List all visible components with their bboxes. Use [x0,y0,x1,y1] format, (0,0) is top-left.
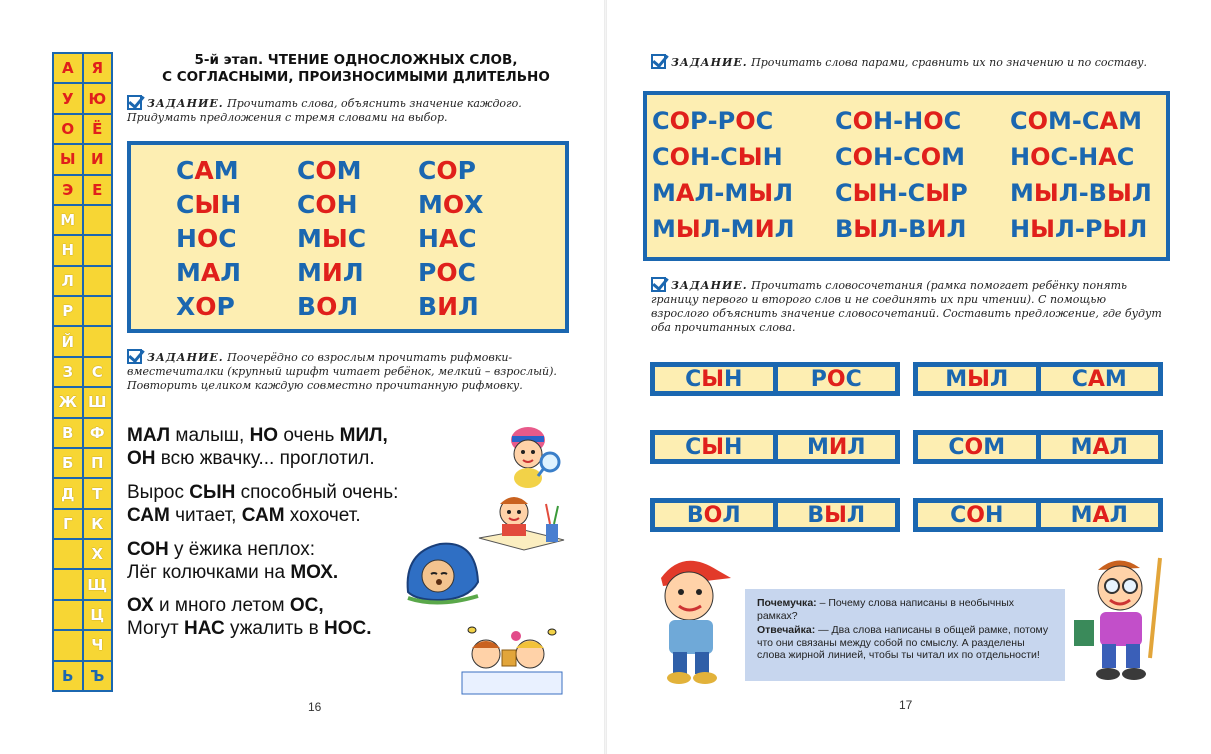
speaker-otvechaika: Отвечайка: [757,624,816,636]
alphabet-cell: Ф [84,419,112,447]
word: МОХ [418,190,484,219]
dialog-question [757,597,1055,622]
word-pair: НОС-НАС [1010,143,1135,171]
word-pair: СОР-РОС [652,107,774,135]
alphabet-cell: Д [54,479,82,507]
frame-word: С Ы Н [655,367,773,391]
word: МЫС [297,224,367,253]
task-label: ЗАДАНИЕ. [671,279,748,292]
task-label: ЗАДАНИЕ. [147,97,224,110]
alphabet-cell: Й [54,327,82,355]
check-icon [651,54,666,69]
rhyme-line: ОН всю жвачку... проглотил. [127,448,375,469]
alphabet-cell [54,540,82,568]
word-frame [650,498,900,532]
alphabet-cell [54,601,82,629]
alphabet-cell [84,206,112,234]
frame-word: М Ы Л [918,367,1036,391]
frame-word: В Ы Л [775,503,896,527]
alphabet-cell: Т [84,479,112,507]
alphabet-cell: Г [54,510,82,538]
alphabet-cell [84,297,112,325]
alphabet-cell [84,327,112,355]
word-pair: МЫЛ-ВЫЛ [1010,179,1152,207]
word-pair: НЫЛ-РЫЛ [1010,215,1148,243]
alphabet-cell: Э [54,176,82,204]
alphabet-cell: К [84,510,112,538]
alphabet-cell: Ч [84,631,112,659]
word-frame [913,430,1163,464]
rhyme-line: МАЛ малыш, НО очень МИЛ, [127,425,388,446]
kid-painting-illustration [474,490,569,555]
alphabet-cell: В [54,419,82,447]
alphabet-cell: Н [54,236,82,264]
rhyme-line: САМ читает, САМ хохочет. [127,505,361,526]
word-pair: СОН-СЫН [652,143,783,171]
frame-word: М А Л [1038,435,1159,459]
alphabet-cell [54,570,82,598]
word-pair: ВЫЛ-ВИЛ [835,215,967,243]
word: СОН [297,190,358,219]
speaker-pochemuchka: Почемучка: [757,597,817,609]
alphabet-cell: Ю [84,84,112,112]
word-frame [650,362,900,396]
alphabet-cell: О [54,115,82,143]
alphabet-cell: Х [84,540,112,568]
frame-word: В О Л [655,503,773,527]
word-pair: СЫН-СЫР [835,179,968,207]
title-line-1: 5-й этап. ЧТЕНИЕ ОДНОСЛОЖНЫХ СЛОВ, [194,52,518,68]
word: НОС [176,224,237,253]
dialog-answer [757,624,1055,662]
boy-cap-illustration [643,548,743,688]
task-text: Поочерёдно со взрослым прочитать рифмовки-вместечиталки (крупный шрифт читает ребёнок, мелкий – взрослый). Повторить целиком каждую совместно прочитанную рифмовку. [127,351,557,392]
check-icon [127,95,142,110]
word: САМ [176,156,239,185]
alphabet-cell: Ё [84,115,112,143]
task-3-instructions [651,54,1171,70]
alphabet-cell: С [84,358,112,386]
answer-text: — Два слова написаны в общей рамке, потому что они связаны между собой по смыслу. А разделены слова жирной линией, чтобы ты читал их по отдельности! [757,624,1049,661]
word: СОМ [297,156,362,185]
word: РОС [418,258,476,287]
alphabet-cell: И [84,145,112,173]
alphabet-cell: Б [54,449,82,477]
rhyme-stanza [127,424,487,470]
task-2-instructions [127,349,572,393]
task-text: Прочитать слова парами, сравнить их по значению и по составу. [751,56,1147,69]
frame-word: С О Н [918,503,1036,527]
book-spine [604,0,607,754]
alphabet-cell: Ц [84,601,112,629]
task-label: ЗАДАНИЕ. [671,56,748,69]
hedgehog-illustration [398,532,483,607]
page-number-right: 17 [899,698,913,712]
word: СЫН [176,190,242,219]
task-1-instructions [127,95,572,125]
task-text: Прочитать словосочетания (рамка помогает ребёнку понять границу первого и второго слов и не соединять их при чтении). С помощью взрослого объяснить значение словосочетаний. Составить предложение, где будут оба прочитанных слова. [651,279,1162,334]
boy-pointer-illustration [1068,548,1178,688]
frame-word: С А М [1038,367,1159,391]
alphabet-cell: Ш [84,388,112,416]
kids-bee-illustration [452,622,570,700]
alphabet-cell: З [54,358,82,386]
frame-word: М И Л [775,435,896,459]
frame-word: Р О С [775,367,896,391]
word: СОР [418,156,476,185]
frame-word: С О М [918,435,1036,459]
alphabet-cell [84,236,112,264]
title-line-2: С СОГЛАСНЫМИ, ПРОИЗНОСИМЫМИ ДЛИТЕЛЬНО [162,69,550,85]
rhyme-line: СОН у ёжика неплох: [127,539,316,560]
task-4-instructions [651,277,1163,335]
alphabet-cell: Л [54,267,82,295]
word: ВОЛ [297,292,359,321]
rhyme-line: ОХ и много летом ОС, [127,595,324,616]
alphabet-cell: Ж [54,388,82,416]
word-frame [913,362,1163,396]
word: ХОР [176,292,235,321]
task-text: Прочитать слова, объяснить значение каждого. Придумать предложения с тремя словами на выбор. [127,97,522,124]
rhyme-line: Могут НАС ужалить в НОС. [127,618,372,639]
alphabet-cell: Щ [84,570,112,598]
alphabet-cell [54,631,82,659]
alphabet-cell: М [54,206,82,234]
page-number-left: 16 [308,700,322,714]
frame-word: М А Л [1038,503,1159,527]
word: МИЛ [297,258,364,287]
alphabet-cell: Р [54,297,82,325]
page-title [127,52,585,86]
rhyme-line: Вырос СЫН способный очень: [127,482,399,503]
word-pair: МАЛ-МЫЛ [652,179,794,207]
alphabet-cell: Ъ [84,662,112,690]
word-frame [913,498,1163,532]
dialog-box [745,589,1065,681]
word-pair: МЫЛ-МИЛ [652,215,795,243]
word: ВИЛ [418,292,479,321]
alphabet-cell: У [54,84,82,112]
check-icon [651,277,666,292]
word-pair: СОН-СОМ [835,143,966,171]
alphabet-cell: Е [84,176,112,204]
word-frame [650,430,900,464]
alphabet-cell: Я [84,54,112,82]
alphabet-strip [52,52,113,692]
check-icon [127,349,142,364]
rhyme-line: Лёг колючками на МОХ. [127,562,339,583]
alphabet-cell: П [84,449,112,477]
kid-magnifier-illustration [496,418,566,493]
alphabet-cell: Ь [54,662,82,690]
word: МАЛ [176,258,242,287]
rhyme-stanza [127,481,487,527]
alphabet-cell: Ы [54,145,82,173]
word-pair: СОН-НОС [835,107,962,135]
question-text: – Почему слова написаны в необычных рамках? [757,597,1014,622]
task-label: ЗАДАНИЕ. [147,351,224,364]
frame-word: С Ы Н [655,435,773,459]
word-pair: СОМ-САМ [1010,107,1142,135]
alphabet-cell [84,267,112,295]
word: НАС [418,224,477,253]
alphabet-cell: А [54,54,82,82]
